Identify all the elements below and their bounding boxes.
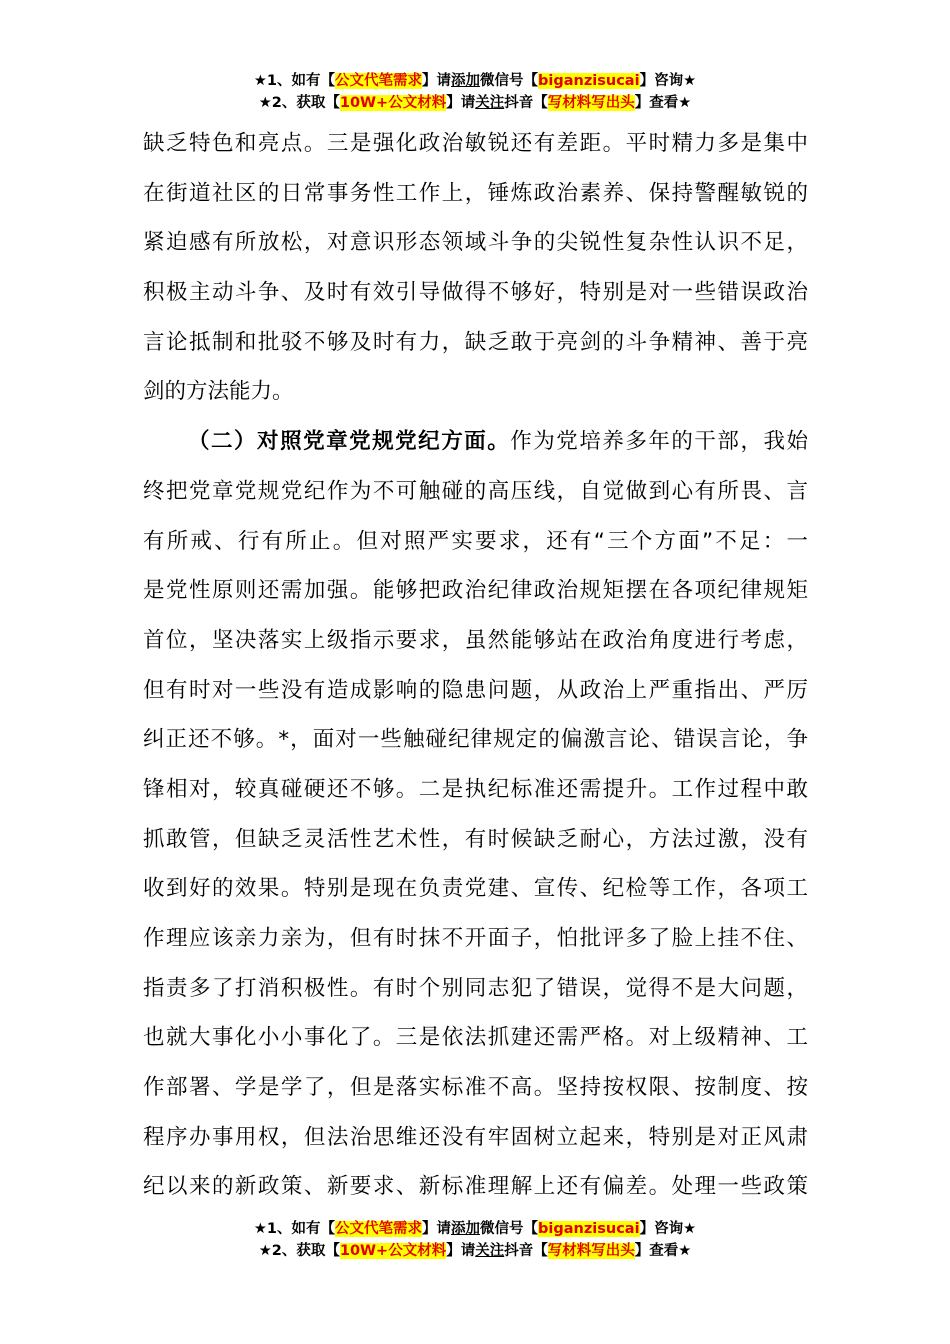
banner-text: 微信号【 bbox=[480, 73, 539, 89]
body-text: 作为党培养多年的干部，我始 bbox=[510, 429, 808, 455]
banner-text: 2、获取【 bbox=[271, 1243, 340, 1259]
body-line: 但有时对一些没有造成影响的隐患问题，从政治上严重指出、严厉 bbox=[143, 677, 808, 703]
body-line: 抓敢管，但缺乏灵活性艺术性，有时候缺乏耐心，方法过激，没有 bbox=[143, 826, 808, 852]
body-line: 首位，坚决落实上级指示要求，虽然能够站在政治角度进行考虑， bbox=[143, 627, 808, 653]
star-icon: ★ bbox=[253, 73, 267, 89]
body-line: 是党性原则还需加强。能够把政治纪律政治规矩摆在各项纪律规矩 bbox=[143, 578, 808, 604]
banner-text: 1、如有【 bbox=[266, 1221, 336, 1237]
star-icon: ★ bbox=[253, 1221, 267, 1237]
body-line: 在街道社区的日常事务性工作上，锤炼政治素养、保持警醒敏锐的 bbox=[143, 180, 808, 206]
body-line: 也就大事化小小事化了。三是依法抓建还需严格。对上级精神、工 bbox=[143, 1025, 808, 1051]
body-line: 纠正还不够。*，面对一些触碰纪律规定的偏激言论、错误言论，争 bbox=[143, 727, 808, 753]
banner-text: 】查看★ bbox=[634, 1243, 692, 1259]
banner-underlined: 关注 bbox=[475, 95, 505, 111]
banner-underlined: 关注 bbox=[475, 1243, 505, 1259]
banner-line-2 bbox=[0, 1240, 950, 1262]
body-line: 紧迫感有所放松，对意识形态领域斗争的尖锐性复杂性认识不足， bbox=[143, 230, 808, 256]
banner-text: 抖音【 bbox=[504, 95, 548, 111]
banner-line-2 bbox=[0, 92, 950, 114]
body-line: 锋相对，较真碰硬还不够。二是执纪标准还需提升。工作过程中敢 bbox=[143, 776, 808, 802]
highlight-materials: 10W+公文材料 bbox=[339, 95, 447, 111]
banner-text: 2、获取【 bbox=[271, 95, 340, 111]
banner-text: 抖音【 bbox=[504, 1243, 548, 1259]
banner-text: 】咨询★ bbox=[639, 73, 697, 89]
body-line: 作理应该亲力亲为，但有时抹不开面子，怕批评多了脸上挂不住、 bbox=[143, 926, 808, 951]
footer-banner bbox=[0, 1218, 950, 1262]
banner-text: 1、如有【 bbox=[266, 73, 336, 89]
banner-text: 】请 bbox=[422, 1221, 452, 1237]
banner-underlined: 添加 bbox=[451, 1221, 481, 1237]
document-body bbox=[143, 119, 808, 1212]
header-banner bbox=[0, 70, 950, 114]
body-line: 终把党章党规党纪作为不可触碰的高压线，自觉做到心有所畏、言 bbox=[143, 478, 808, 504]
star-icon: ★ bbox=[258, 95, 272, 111]
body-line: 指责多了打消积极性。有时个别同志犯了错误，觉得不是大问题， bbox=[143, 975, 808, 1001]
banner-line-1 bbox=[0, 1218, 950, 1240]
star-icon: ★ bbox=[258, 1243, 272, 1259]
banner-text: 】请 bbox=[422, 73, 452, 89]
section-first-line bbox=[143, 417, 808, 467]
highlight-service: 公文代笔需求 bbox=[335, 73, 423, 89]
highlight-wechat-id: biganzisucai bbox=[538, 1221, 640, 1237]
banner-text: 】请 bbox=[446, 95, 476, 111]
banner-text: 微信号【 bbox=[480, 1221, 539, 1237]
body-line: 纪以来的新政策、新要求、新标准理解上还有偏差。处理一些政策 bbox=[143, 1174, 808, 1200]
highlight-service: 公文代笔需求 bbox=[335, 1221, 423, 1237]
highlight-douyin: 写材料写出头 bbox=[547, 95, 635, 111]
banner-underlined: 添加 bbox=[451, 73, 481, 89]
highlight-materials: 10W+公文材料 bbox=[339, 1243, 447, 1259]
body-line: 有所戒、行有所止。但对照严实要求，还有“三个方面”不足：一 bbox=[143, 528, 808, 554]
highlight-wechat-id: biganzisucai bbox=[538, 73, 640, 89]
body-line: 程序办事用权，但法治思维还没有牢固树立起来，特别是对正风肃 bbox=[143, 1124, 808, 1150]
banner-line-1 bbox=[0, 70, 950, 92]
body-line: 言论抵制和批驳不够及时有力，缺乏敢于亮剑的斗争精神、善于亮 bbox=[143, 329, 808, 355]
body-line: 作部署、学是学了，但是落实标准不高。坚持按权限、按制度、按 bbox=[143, 1075, 808, 1101]
body-line: 剑的方法能力。 bbox=[143, 379, 294, 405]
body-line: 收到好的效果。特别是现在负责党建、宣传、纪检等工作，各项工 bbox=[143, 876, 808, 902]
banner-text: 】请 bbox=[446, 1243, 476, 1259]
banner-text: 】查看★ bbox=[634, 95, 692, 111]
highlight-douyin: 写材料写出头 bbox=[547, 1243, 635, 1259]
body-line: 缺乏特色和亮点。三是强化政治敏锐还有差距。平时精力多是集中 bbox=[143, 131, 808, 156]
body-line: 积极主动斗争、及时有效引导做得不够好，特别是对一些错误政治 bbox=[143, 280, 808, 306]
section-heading: （二）对照党章党规党纪方面。 bbox=[188, 429, 511, 455]
banner-text: 】咨询★ bbox=[639, 1221, 697, 1237]
